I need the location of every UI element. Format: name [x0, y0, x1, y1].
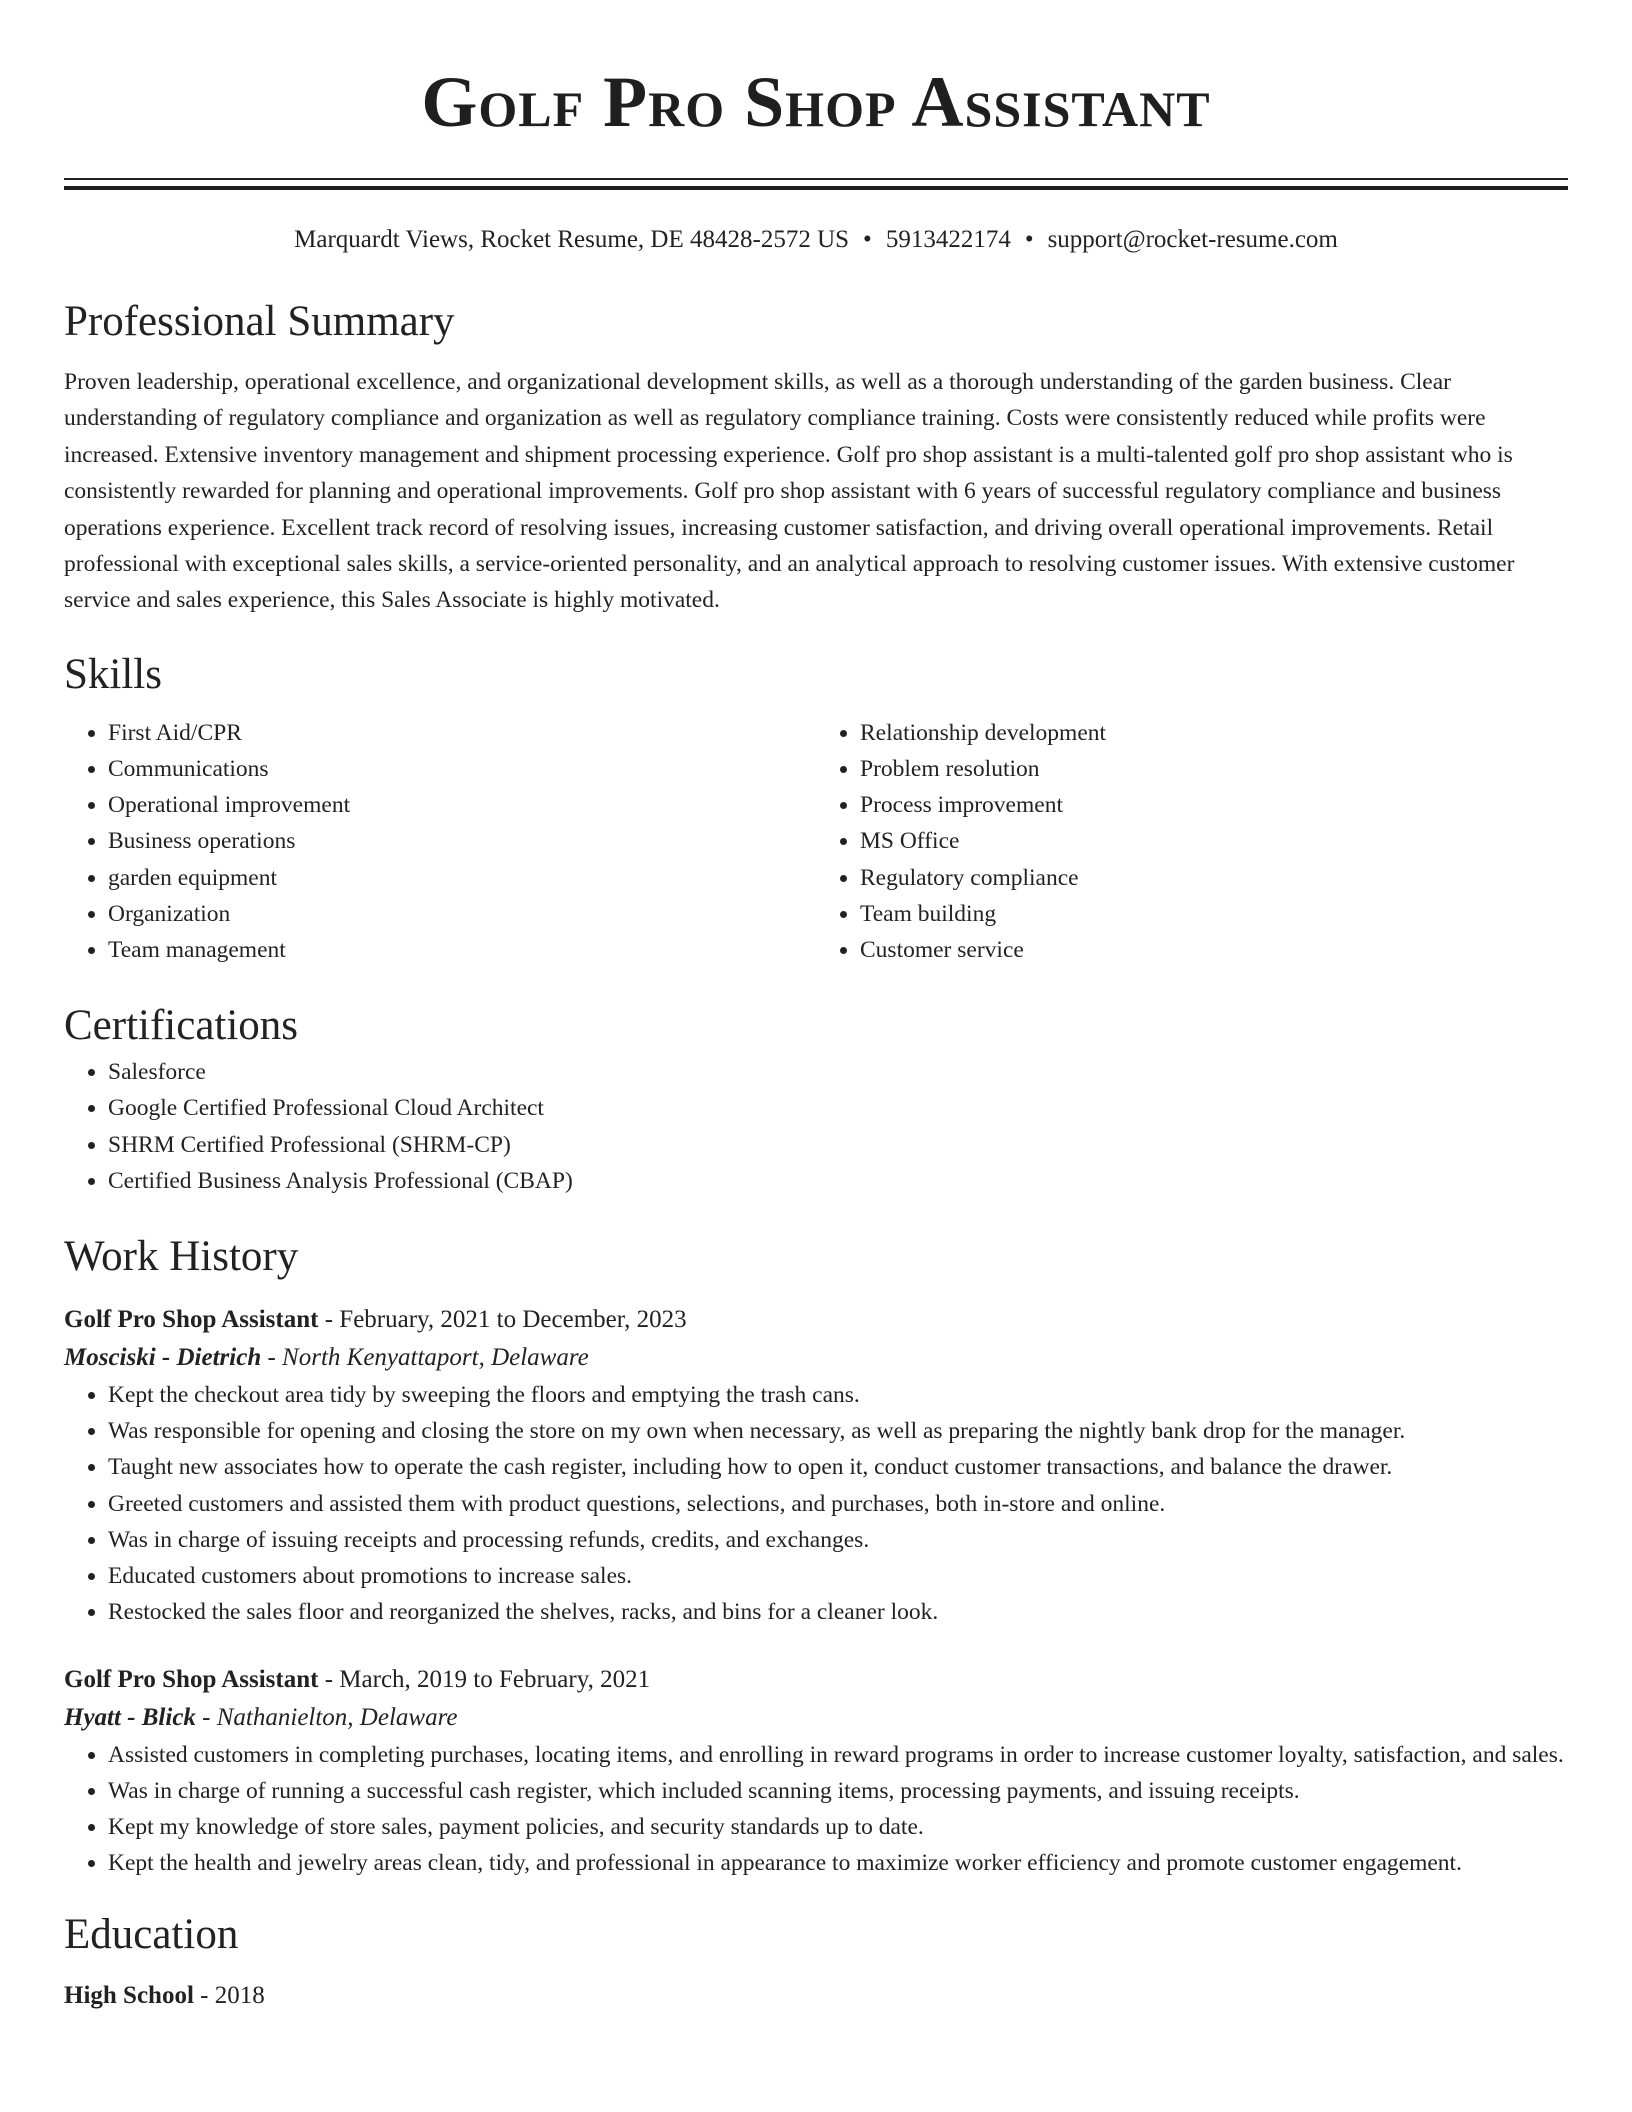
- job-bullet: • Educated customers about promotions to increase sales.: [108, 1558, 1568, 1594]
- contact-separator: •: [863, 226, 872, 253]
- skill-item: • Process improvement: [860, 787, 1568, 823]
- skill-item: • Problem resolution: [860, 751, 1568, 787]
- skill-item: • Operational improvement: [108, 787, 816, 823]
- skills-heading: Skills: [64, 650, 162, 698]
- header-divider-thin: [64, 178, 1568, 180]
- header-divider-thick: [64, 186, 1568, 190]
- job-bullet: • Greeted customers and assisted them with product questions, selections, and purchases, both in-store and online.: [108, 1486, 1568, 1522]
- education-entry: [64, 1977, 1568, 2015]
- skill-item: • garden equipment: [108, 860, 816, 896]
- job-company-line: [64, 1699, 1568, 1737]
- job-entry: [64, 1301, 1568, 1630]
- skill-item: • Relationship development: [860, 715, 1568, 751]
- job-dates: - March, 2019 to February, 2021: [318, 1665, 651, 1693]
- job-title: Golf Pro Shop Assistant: [64, 1306, 319, 1334]
- skill-item: • First Aid/CPR: [108, 715, 816, 751]
- job-bullet: • Taught new associates how to operate the cash register, including how to open it, conduct customer transactions, and balance the drawer.: [108, 1449, 1568, 1485]
- job-entry: [64, 1661, 1568, 1882]
- job-bullet: • Restocked the sales floor and reorganized the shelves, racks, and bins for a cleaner look.: [108, 1594, 1568, 1630]
- contact-email: support@rocket-resume.com: [1047, 226, 1338, 253]
- job-bullet: • Kept my knowledge of store sales, payment policies, and security standards up to date.: [108, 1809, 1568, 1845]
- contact-phone: 5913422174: [885, 226, 1011, 253]
- job-title-line: [64, 1301, 1568, 1339]
- job-bullet: • Was responsible for opening and closing the store on my own when necessary, as well as preparing the nightly bank drop for the manager.: [108, 1413, 1568, 1449]
- certification-item: • SHRM Certified Professional (SHRM-CP): [108, 1127, 1568, 1163]
- certifications-list: [64, 1054, 1568, 1199]
- job-location: - Nathanielton, Delaware: [195, 1703, 458, 1731]
- summary-text: Proven leadership, operational excellence, and organizational development skills, as well as a thorough understanding of the garden business. Clear understanding of regulatory compliance and organization as well as regulatory compliance training. Costs were consistently reduced while profits were increased. Extensive inventory management and shipment processing experience. Golf pro shop assistant is a multi-talented golf pro shop assistant who is consistently rewarded for planning and operational improvements. Golf pro shop assistant with 6 years of successful regulatory compliance and business operations experience. Excellent track record of resolving issues, increasing customer satisfaction, and driving overall operational improvements. Retail professional with exceptional sales skills, a service-oriented personality, and an analytical approach to resolving customer issues. With extensive customer service and sales experience, this Sales Associate is highly motivated.: [64, 369, 1515, 614]
- education-heading: Education: [64, 1911, 239, 1959]
- job-bullet: • Kept the checkout area tidy by sweeping the floors and emptying the trash cans.: [108, 1377, 1568, 1413]
- education-year: - 2018: [193, 1982, 265, 2010]
- skill-item: • Communications: [108, 751, 816, 787]
- job-company: Mosciski - Dietrich: [64, 1344, 262, 1372]
- certification-item: • Google Certified Professional Cloud Architect: [108, 1090, 1568, 1126]
- certification-item: • Certified Business Analysis Professional (CBAP): [108, 1163, 1568, 1199]
- contact-line: [64, 224, 1568, 256]
- job-bullets: [64, 1377, 1568, 1630]
- job-title: Golf Pro Shop Assistant: [64, 1665, 319, 1693]
- job-title-line: [64, 1661, 1568, 1699]
- skills-right-list: [816, 715, 1568, 968]
- job-bullet: • Was in charge of issuing receipts and processing refunds, credits, and exchanges.: [108, 1522, 1568, 1558]
- job-location: - North Kenyattaport, Delaware: [261, 1344, 589, 1372]
- education-degree: High School: [64, 1982, 194, 2010]
- skill-item: • Organization: [108, 896, 816, 932]
- certifications-heading: Certifications: [64, 1002, 299, 1050]
- skill-item: • Business operations: [108, 823, 816, 859]
- work-history-heading: Work History: [64, 1233, 299, 1281]
- skill-item: • Team building: [860, 896, 1568, 932]
- contact-separator: •: [1024, 226, 1034, 253]
- skill-item: • MS Office: [860, 823, 1568, 859]
- job-bullet: • Assisted customers in completing purchases, locating items, and enrolling in reward programs in order to increase customer loyalty, satisfaction, and sales.: [108, 1737, 1568, 1773]
- skills-columns: [64, 715, 1568, 968]
- job-bullet: • Kept the health and jewelry areas clean, tidy, and professional in appearance to maximize worker efficiency and promote customer engagement.: [108, 1845, 1568, 1881]
- resume-title: Golf Pro Shop Assistant: [421, 62, 1211, 142]
- job-dates: - February, 2021 to December, 2023: [318, 1306, 687, 1334]
- job-bullet: • Was in charge of running a successful cash register, which included scanning items, processing payments, and issuing receipts.: [108, 1773, 1568, 1809]
- job-company: Hyatt - Blick: [64, 1703, 196, 1731]
- skill-item: • Team management: [108, 932, 816, 968]
- skills-left-list: [64, 715, 816, 968]
- job-company-line: [64, 1339, 1568, 1377]
- job-bullets: [64, 1737, 1568, 1882]
- skill-item: • Customer service: [860, 932, 1568, 968]
- skill-item: • Regulatory compliance: [860, 860, 1568, 896]
- summary-heading: Professional Summary: [64, 298, 455, 345]
- contact-address: Marquardt Views, Rocket Resume, DE 48428-2572 US: [294, 226, 850, 253]
- certification-item: • Salesforce: [108, 1054, 1568, 1090]
